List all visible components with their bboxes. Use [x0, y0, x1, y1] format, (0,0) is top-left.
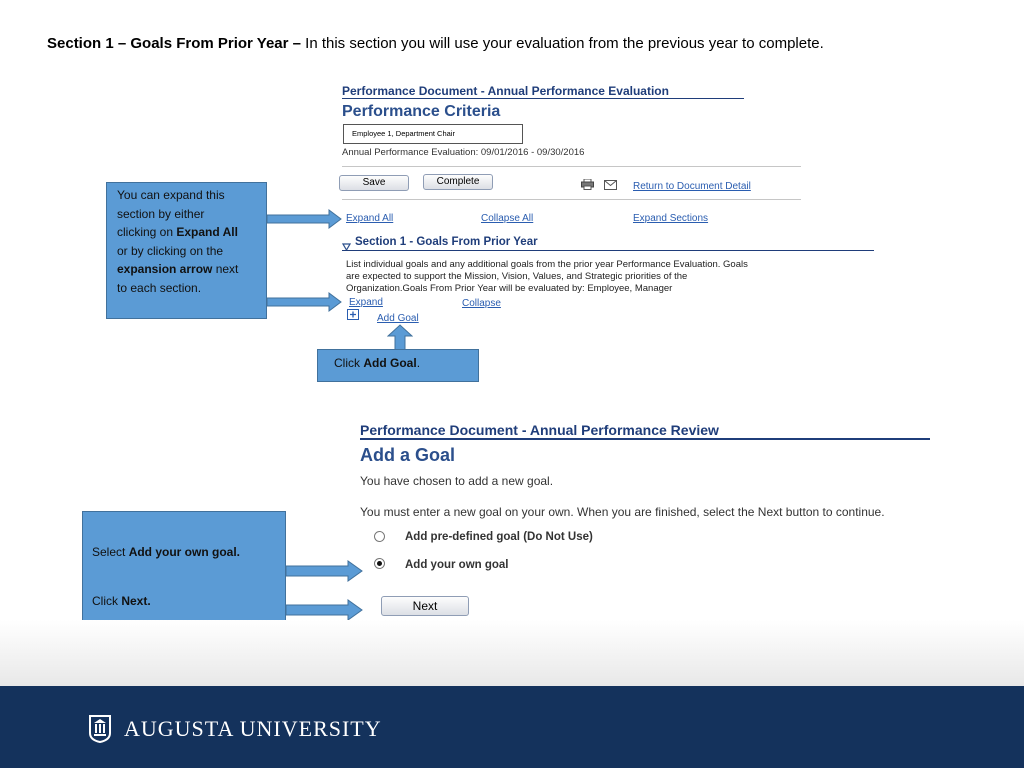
select-callout-bold-2: Next. — [121, 594, 151, 608]
email-icon[interactable] — [604, 177, 617, 187]
addgoal-doc-title: Performance Document - Annual Performance Review — [360, 422, 719, 438]
university-name: AUGUSTA UNIVERSITY — [124, 716, 382, 741]
arrow-to-add-goal — [387, 324, 413, 352]
expand-link[interactable]: Expand — [349, 297, 383, 308]
section-title: Section 1 - Goals From Prior Year — [355, 236, 538, 248]
expand-callout-line-5 — [117, 260, 266, 279]
select-callout-bold: Add your own goal. — [128, 545, 241, 559]
section-desc-line-1: List individual goals and any additional goals from the prior year Performance Evaluation. Goals — [346, 259, 748, 270]
addgoal-title-rule — [360, 438, 930, 440]
own-goal-radio[interactable] — [374, 558, 385, 569]
criteria-rule-1 — [342, 166, 801, 167]
criteria-page-title: Performance Criteria — [342, 103, 501, 120]
complete-button[interactable]: Complete — [423, 174, 493, 190]
select-callout-line-2 — [92, 592, 285, 610]
addgoal-page-title: Add a Goal — [360, 445, 456, 465]
select-callout-line-1 — [92, 543, 285, 561]
expand-callout-text-2: next — [212, 262, 239, 276]
arrow-to-next — [286, 599, 364, 621]
next-button[interactable]: Next — [381, 596, 469, 616]
expand-callout — [106, 182, 267, 319]
expand-callout-bold-2: expansion arrow — [117, 262, 213, 276]
expand-callout-line-1: You can expand this — [117, 188, 225, 202]
own-goal-label: Add your own goal — [405, 559, 509, 571]
expansion-arrow-icon[interactable] — [342, 238, 351, 246]
collapse-link[interactable]: Collapse — [462, 298, 501, 309]
select-callout-text: Select — [92, 545, 129, 559]
add-goal-callout — [317, 349, 479, 382]
predefined-goal-radio[interactable] — [374, 531, 385, 542]
heading-text: In this section you will use your evaluation from the previous year to complete. — [301, 35, 824, 52]
section-description — [346, 259, 748, 295]
criteria-period: Annual Performance Evaluation: 09/01/2016 - 09/30/2016 — [342, 147, 585, 158]
footer-fade — [0, 620, 1024, 686]
slide-heading — [47, 35, 824, 52]
criteria-rule-2 — [342, 199, 801, 200]
select-callout — [82, 511, 286, 637]
expand-sections-link[interactable]: Expand Sections — [633, 213, 709, 224]
select-callout-text-2: Click — [92, 594, 122, 608]
return-to-document-detail-link[interactable]: Return to Document Detail — [633, 181, 751, 192]
arrow-to-own-goal — [286, 560, 364, 582]
arrow-to-expand-all — [267, 209, 343, 229]
save-button[interactable]: Save — [339, 175, 409, 191]
add-goal-link[interactable]: Add Goal — [377, 313, 419, 324]
predefined-goal-label: Add pre-defined goal (Do Not Use) — [405, 531, 593, 543]
add-goal-callout-text: Click — [334, 356, 364, 370]
expand-all-link[interactable]: Expand All — [346, 213, 394, 224]
section-desc-line-3: Organization.Goals From Prior Year will be evaluated by: Employee, Manager — [346, 283, 673, 294]
university-seal-icon — [88, 715, 112, 743]
expand-callout-bold: Expand All — [176, 225, 238, 239]
print-icon[interactable] — [581, 177, 594, 188]
addgoal-line-1: You have chosen to add a new goal. — [360, 474, 554, 488]
employee-box: Employee 1, Department Chair — [343, 124, 523, 144]
expand-callout-line-6: to each section. — [117, 280, 202, 295]
expand-callout-line-4: or by clicking on the — [117, 243, 224, 258]
section-title-rule — [342, 250, 874, 251]
heading-bold: Section 1 – Goals From Prior Year – — [47, 35, 301, 52]
collapse-all-link[interactable]: Collapse All — [481, 213, 534, 224]
expand-callout-line-3 — [117, 223, 266, 242]
add-goal-callout-period: . — [416, 356, 421, 370]
add-goal-plus-icon[interactable] — [347, 309, 359, 320]
arrow-to-expansion — [267, 292, 343, 312]
addgoal-line-2: You must enter a new goal on your own. When you are finished, select the Next button to continue. — [360, 505, 885, 519]
expand-callout-text: clicking on — [117, 225, 177, 239]
expand-callout-line-2: section by either — [117, 206, 205, 221]
criteria-title-rule — [342, 98, 744, 99]
add-goal-callout-bold: Add Goal — [363, 356, 417, 370]
criteria-doc-title: Performance Document - Annual Performance Evaluation — [342, 84, 669, 98]
section-desc-line-2: are expected to support the Mission, Vision, Values, and Strategic priorities of the — [346, 271, 688, 282]
